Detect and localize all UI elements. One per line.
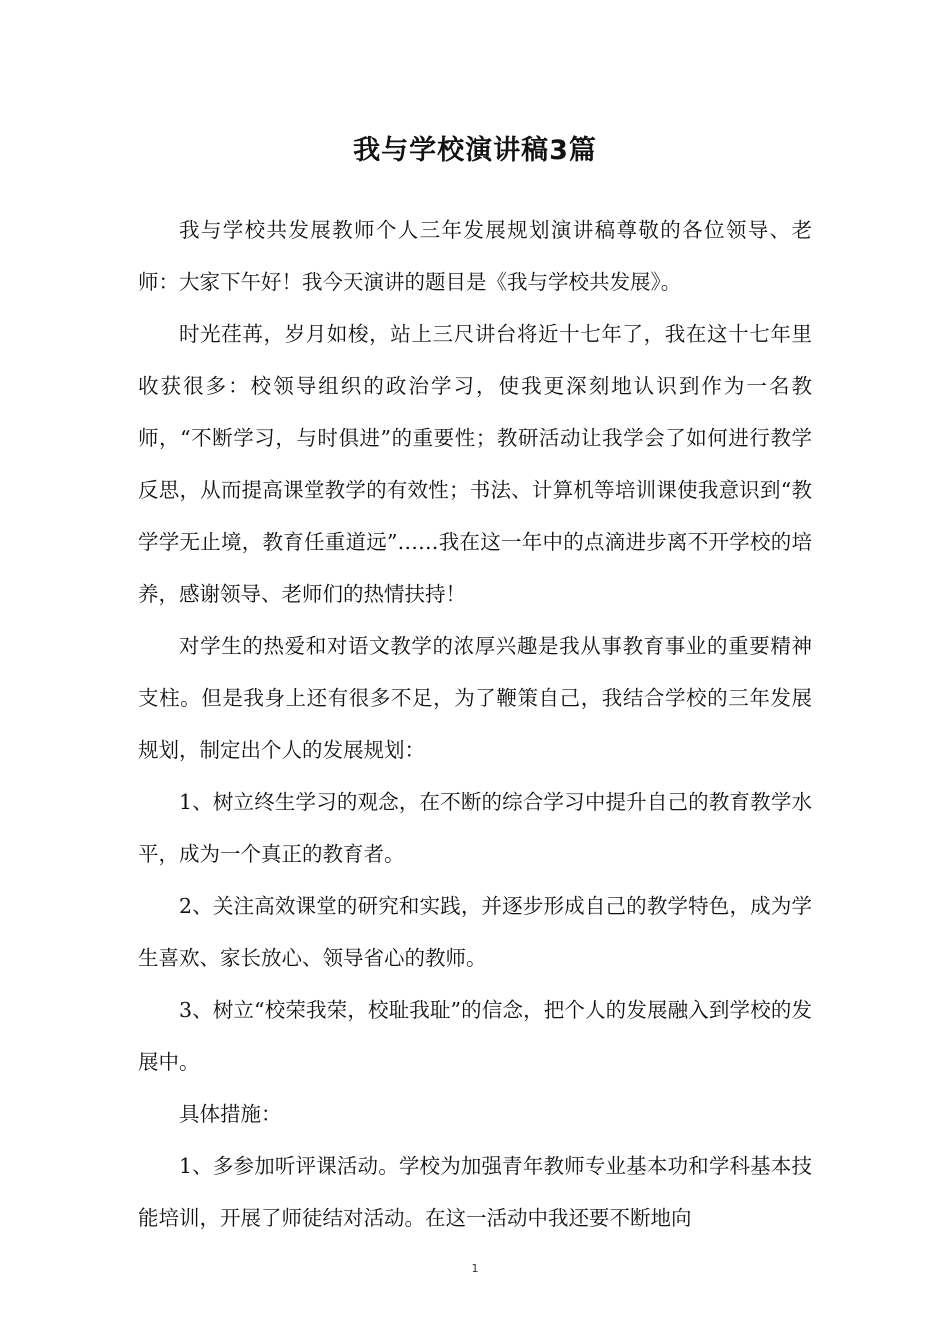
paragraph: 具体措施：	[179, 1102, 282, 1126]
paragraph: 3、树立“校荣我荣，校耻我耻”的信念，把个人的发展融入到学校的发展中。	[138, 998, 812, 1074]
paragraph: 2、关注高效课堂的研究和实践，并逐步形成自己的教学特色，成为学生喜欢、家长放心、领导省心的教师。	[138, 894, 812, 970]
paragraph: 对学生的热爱和对语文教学的浓厚兴趣是我从事教育事业的重要精神支柱。但是我身上还有很多不足，为了鞭策自己，我结合学校的三年发展规划，制定出个人的发展规划：	[138, 634, 812, 762]
document-title: 我与学校演讲稿3篇	[353, 135, 597, 166]
paragraph: 时光荏苒，岁月如梭，站上三尺讲台将近十七年了，我在这十七年里收获很多：校领导组织的政治学习，使我更深刻地认识到作为一名教师，“不断学习，与时俱进”的重要性；教研活动让我学会了如何进行教学反思，从而提高课堂教学的有效性；书法、计算机等培训课使我意识到“教学学无止境，教育任重道远”……我在这一年中的点滴进步离不开学校的培养，感谢领导、老师们的热情扶持！	[138, 322, 812, 606]
paragraph: 1、树立终生学习的观念，在不断的综合学习中提升自己的教育教学水平，成为一个真正的教育者。	[138, 790, 812, 866]
page-number: 1	[471, 1262, 479, 1275]
document-body	[138, 204, 812, 1244]
paragraph: 1、多参加听评课活动。学校为加强青年教师专业基本功和学科基本技能培训，开展了师徒结对活动。在这一活动中我还要不断地向	[138, 1154, 812, 1230]
paragraph: 我与学校共发展教师个人三年发展规划演讲稿尊敬的各位领导、老师：大家下午好！我今天演讲的题目是《我与学校共发展》。	[138, 218, 812, 294]
